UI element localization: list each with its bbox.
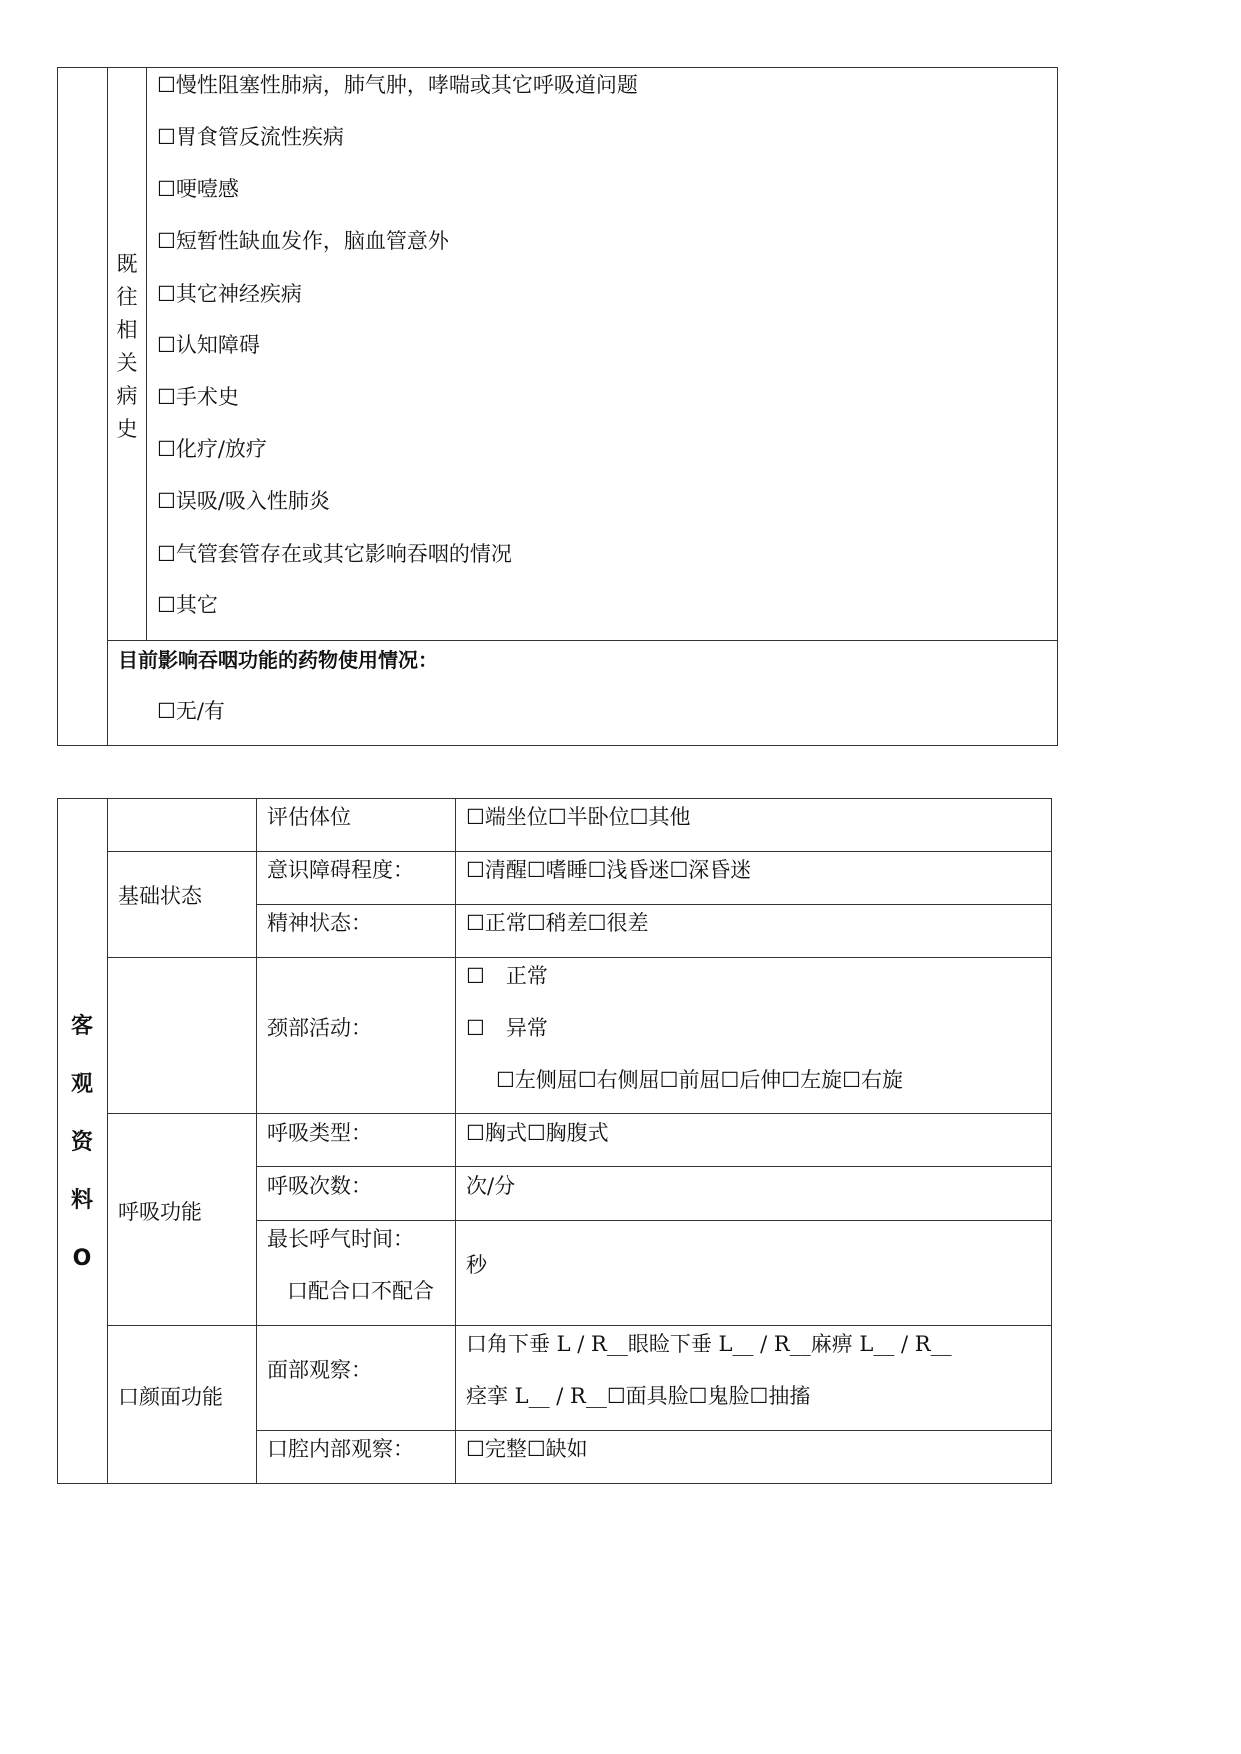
neck-movement-label: 颈部活动： bbox=[267, 1016, 372, 1040]
history-item-surgery[interactable]: ☐手术史 bbox=[157, 385, 239, 409]
resp-type-label: 呼吸类型： bbox=[267, 1121, 372, 1145]
medication-heading: 目前影响吞咽功能的药物使用情况： bbox=[118, 648, 438, 672]
group-basic-status: 基础状态 bbox=[118, 884, 202, 908]
history-item-copd[interactable]: ☐慢性阻塞性肺病，肺气肿，哮喘或其它呼吸道问题 bbox=[157, 73, 638, 97]
face-observation-line2[interactable]: 痉挛 L__ / R__☐面具脸☐鬼脸☐抽搐 bbox=[466, 1384, 811, 1408]
posture-label: 评估体位 bbox=[267, 805, 351, 829]
history-item-choking[interactable]: ☐哽噎感 bbox=[157, 177, 239, 201]
face-observation-line1[interactable]: 口角下垂 L / R__眼睑下垂 L__ / R__麻痹 L__ / R__ bbox=[466, 1332, 952, 1356]
history-item-tia[interactable]: ☐短暂性缺血发作，脑血管意外 bbox=[157, 229, 449, 253]
history-item-chemo[interactable]: ☐化疗/放疗 bbox=[157, 437, 267, 461]
history-item-gerd[interactable]: ☐胃食管反流性疾病 bbox=[157, 125, 344, 149]
neck-direction-options[interactable]: ☐左侧屈☐右侧屈☐前屈☐后伸☐左旋☐右旋 bbox=[496, 1068, 903, 1092]
neck-abnormal-option[interactable]: ☐ 异常 bbox=[466, 1016, 548, 1040]
resp-rate-label: 呼吸次数： bbox=[267, 1174, 372, 1198]
consciousness-label: 意识障碍程度： bbox=[267, 858, 414, 882]
history-item-other[interactable]: ☐其它 bbox=[157, 593, 218, 617]
face-observation-label: 面部观察： bbox=[267, 1358, 372, 1382]
group-respiratory: 呼吸功能 bbox=[118, 1200, 202, 1224]
oral-inner-options[interactable]: ☐完整☐缺如 bbox=[466, 1437, 588, 1461]
consciousness-options[interactable]: ☐清醒☐嗜睡☐浅昏迷☐深昏迷 bbox=[466, 858, 752, 882]
objective-vertical-label: 客 观 资 料 O bbox=[70, 1014, 93, 1271]
history-item-tracheostomy[interactable]: ☐气管套管存在或其它影响吞咽的情况 bbox=[157, 542, 512, 566]
exhale-cooperation-options[interactable]: 口配合口不配合 bbox=[287, 1279, 434, 1303]
resp-type-options[interactable]: ☐胸式☐胸腹式 bbox=[466, 1121, 609, 1145]
history-vertical-label: 既 往 相 关 病 史 bbox=[116, 252, 138, 441]
mental-state-label: 精神状态： bbox=[267, 911, 372, 935]
history-item-cognitive[interactable]: ☐认知障碍 bbox=[157, 333, 260, 357]
history-item-aspiration[interactable]: ☐误吸/吸入性肺炎 bbox=[157, 489, 330, 513]
group-orofacial: 口颜面功能 bbox=[118, 1385, 223, 1409]
resp-rate-unit[interactable]: 次/分 bbox=[466, 1174, 516, 1198]
max-exhale-unit[interactable]: 秒 bbox=[466, 1253, 487, 1277]
neck-normal-option[interactable]: ☐ 正常 bbox=[466, 964, 548, 988]
max-exhale-label: 最长呼气时间： bbox=[267, 1227, 414, 1251]
mental-state-options[interactable]: ☐正常☐稍差☐很差 bbox=[466, 911, 649, 935]
medication-option[interactable]: ☐无/有 bbox=[157, 699, 225, 723]
posture-options[interactable]: ☐端坐位☐半卧位☐其他 bbox=[466, 805, 691, 829]
oral-inner-label: 口腔内部观察： bbox=[267, 1437, 414, 1461]
history-item-neuro[interactable]: ☐其它神经疾病 bbox=[157, 282, 302, 306]
